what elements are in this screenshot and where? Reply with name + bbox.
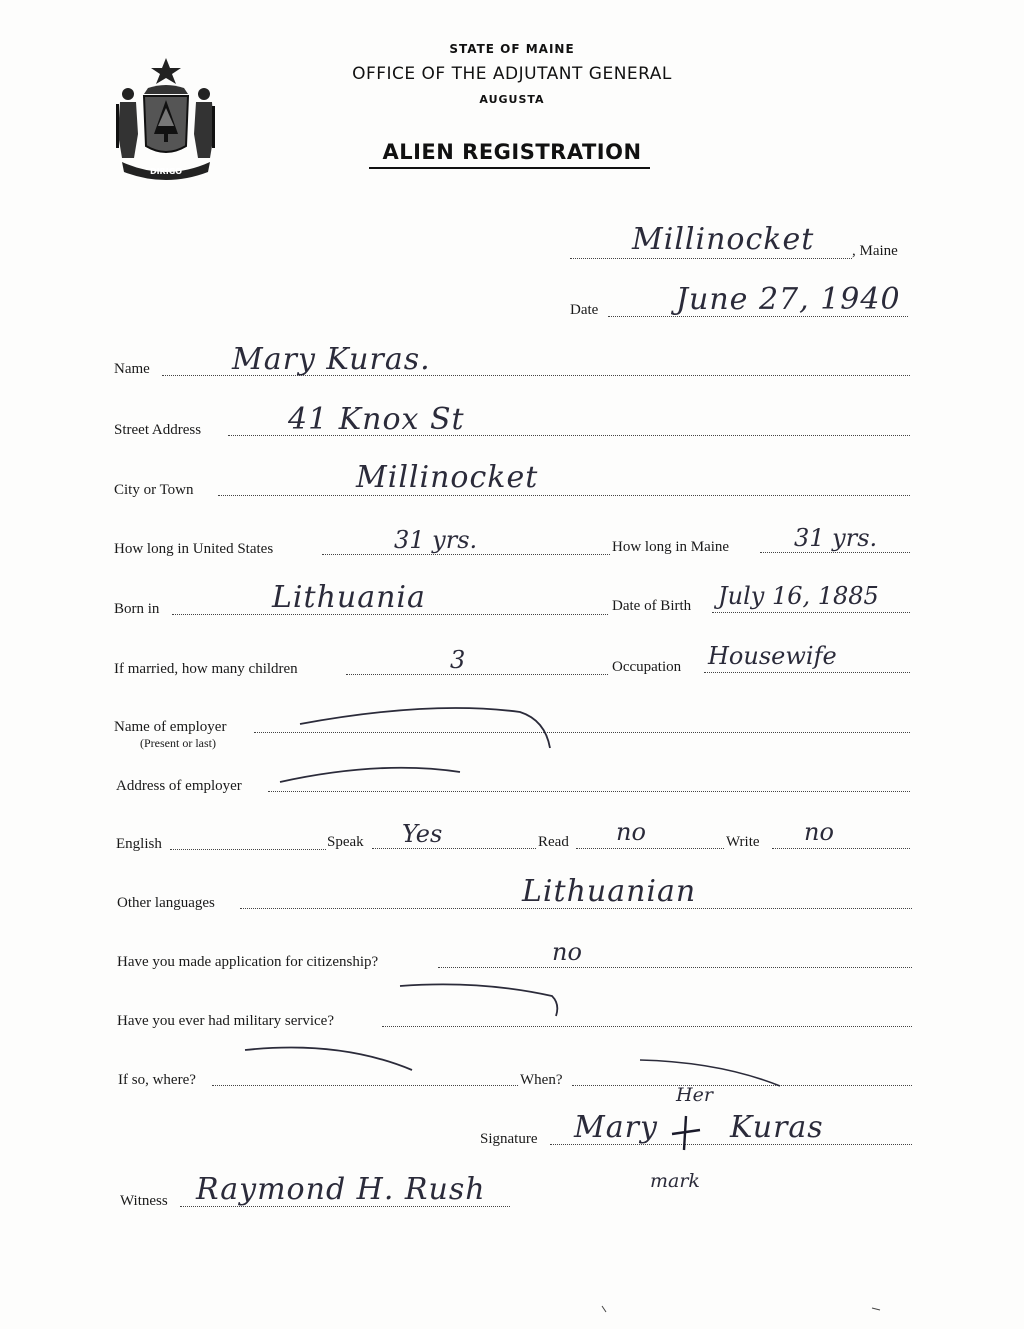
how-long-us-line bbox=[322, 554, 610, 555]
employer-name-dash bbox=[300, 708, 550, 748]
speak-line bbox=[372, 848, 536, 849]
where-dash bbox=[245, 1048, 412, 1071]
read-line bbox=[576, 848, 724, 849]
date-value: June 27, 1940 bbox=[676, 282, 901, 317]
citizenship-label: Have you made application for citizenship? bbox=[117, 954, 379, 970]
other-languages-value: Lithuanian bbox=[522, 874, 697, 909]
children-line bbox=[346, 674, 608, 675]
signature-mark: mark bbox=[650, 1170, 700, 1192]
employer-name-sublabel: (Present or last) bbox=[140, 736, 216, 750]
signature-value-first: Mary bbox=[574, 1110, 658, 1145]
citizenship-value: no bbox=[552, 938, 582, 966]
svg-text:DIRIGO: DIRIGO bbox=[149, 167, 183, 176]
where-label: If so, where? bbox=[118, 1072, 196, 1088]
other-languages-label: Other languages bbox=[117, 895, 215, 911]
header-office: OFFICE OF THE ADJUTANT GENERAL bbox=[352, 64, 672, 84]
born-in-value: Lithuania bbox=[272, 580, 426, 615]
name-label: Name bbox=[114, 361, 150, 377]
location-line bbox=[570, 258, 852, 259]
children-value: 3 bbox=[450, 646, 466, 674]
street-address-label: Street Address bbox=[114, 422, 202, 438]
employer-name-line bbox=[254, 732, 910, 733]
header-state: STATE OF MAINE bbox=[449, 42, 575, 56]
where-line bbox=[212, 1085, 518, 1086]
title-underline bbox=[369, 167, 650, 169]
when-label: When? bbox=[520, 1072, 563, 1088]
how-long-us-label: How long in United States bbox=[114, 541, 274, 557]
citizenship-line bbox=[438, 967, 912, 968]
signature-label: Signature bbox=[480, 1131, 538, 1147]
speak-label: Speak bbox=[327, 834, 364, 850]
children-label: If married, how many children bbox=[114, 661, 298, 677]
how-long-maine-line bbox=[760, 552, 910, 553]
employer-name-label: Name of employer bbox=[114, 719, 227, 735]
date-of-birth-label: Date of Birth bbox=[612, 598, 692, 614]
write-line bbox=[772, 848, 910, 849]
witness-value: Raymond H. Rush bbox=[196, 1172, 486, 1207]
read-label: Read bbox=[538, 834, 569, 850]
city-value: Millinocket bbox=[356, 460, 539, 495]
date-of-birth-value: July 16, 1885 bbox=[718, 582, 879, 610]
military-dash bbox=[400, 984, 557, 1016]
city-label: City or Town bbox=[114, 482, 194, 498]
date-of-birth-line bbox=[712, 612, 910, 613]
name-value: Mary Kuras. bbox=[232, 342, 431, 377]
english-label: English bbox=[116, 836, 162, 852]
date-label: Date bbox=[570, 302, 599, 318]
occupation-label: Occupation bbox=[612, 659, 682, 675]
military-label: Have you ever had military service? bbox=[117, 1013, 334, 1029]
city-line bbox=[218, 495, 910, 496]
street-address-value: 41 Knox St bbox=[288, 402, 465, 437]
born-in-label: Born in bbox=[114, 601, 160, 617]
header-city: AUGUSTA bbox=[479, 93, 545, 106]
location-value: Millinocket bbox=[632, 222, 815, 257]
read-value: no bbox=[616, 818, 646, 846]
employer-address-label: Address of employer bbox=[116, 778, 242, 794]
how-long-maine-label: How long in Maine bbox=[612, 539, 730, 555]
form-title: ALIEN REGISTRATION bbox=[382, 140, 642, 164]
signature-value-last: Kuras bbox=[730, 1110, 824, 1145]
english-line bbox=[170, 849, 326, 850]
occupation-value: Housewife bbox=[708, 642, 837, 670]
when-dash bbox=[640, 1060, 780, 1086]
employer-address-line bbox=[268, 791, 910, 792]
signature-her: Her bbox=[676, 1084, 713, 1106]
when-line bbox=[572, 1085, 912, 1086]
occupation-line bbox=[704, 672, 910, 673]
how-long-us-value: 31 yrs. bbox=[394, 526, 478, 554]
witness-label: Witness bbox=[120, 1193, 168, 1209]
location-suffix: , Maine bbox=[852, 243, 898, 259]
employer-address-dash bbox=[280, 768, 460, 782]
military-line bbox=[382, 1026, 912, 1027]
write-value: no bbox=[804, 818, 834, 846]
write-label: Write bbox=[726, 834, 760, 850]
speak-value: Yes bbox=[402, 820, 443, 848]
how-long-maine-value: 31 yrs. bbox=[794, 524, 878, 552]
